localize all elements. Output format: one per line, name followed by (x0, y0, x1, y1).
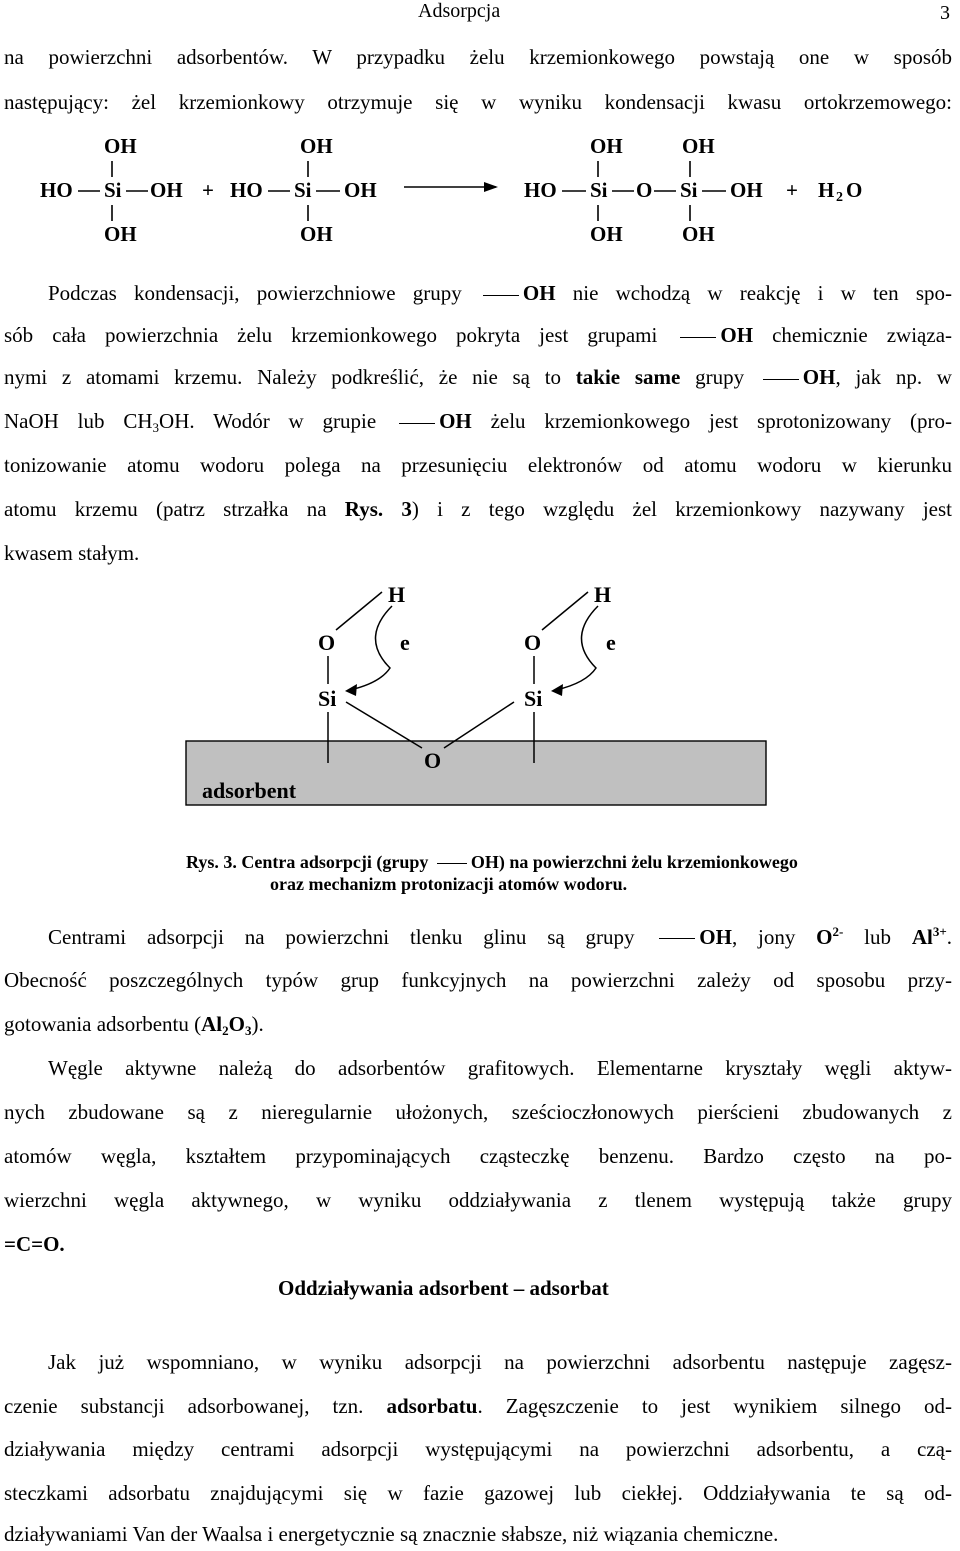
running-header: Adsorpcja (418, 0, 501, 22)
paragraph-line: sób cała powierzchnia żelu krzemionkowego pokryta jest grupami OH chemicznie związa- (4, 323, 953, 347)
oh-label: OH (590, 222, 623, 246)
paragraph-line: Obecność poszczególnych typów grup funkcyjnych na powierzchni zależy od sposobu przy- (4, 968, 952, 992)
paragraph-line: kwasem stałym. (4, 541, 140, 565)
paragraph-line: Węgle aktywne należą do adsorbentów grafitowych. Elementarne kryształy węgli aktyw- (48, 1056, 952, 1080)
paragraph-line: na powierzchni adsorbentów. W przypadku żelu krzemionkowego powstają one w sposób (4, 45, 952, 69)
oh-label: OH (682, 222, 715, 246)
o-label: O (524, 630, 542, 655)
paragraph-line: =C=O. (4, 1232, 65, 1256)
paragraph-line: atomu krzemu (patrz strzałka na Rys. 3) i z tego względu żel krzemionkowy nazywany jest (4, 497, 952, 521)
paragraph-line: wierzchni węgla aktywnego, w wyniku oddziaływania z tlenem występują także grupy (4, 1188, 952, 1212)
si-label: Si (680, 178, 698, 202)
oh-label: OH (104, 222, 137, 246)
reaction-arrow-head (484, 182, 498, 192)
paragraph-line: Centrami adsorpcji na powierzchni tlenku glinu są grupy OH, jony $O^{2-}$ lub $Al^{3+}$. (48, 924, 952, 949)
figure-caption: oraz mechanizm protonizacji atomów wodoru. (270, 874, 628, 894)
oh-label: OH (682, 134, 715, 158)
oh-label: OH (300, 222, 333, 246)
o-label: O (318, 630, 336, 655)
section-heading: Oddziaływania adsorbent – adsorbat (278, 1276, 609, 1300)
oh-label: OH (150, 178, 183, 202)
h-label: H (388, 582, 406, 607)
paragraph-line: działywaniami Van der Waalsa i energetycznie są znacznie słabsze, niż wiązania chemiczne. (4, 1522, 779, 1546)
oh-label: OH (590, 134, 623, 158)
paragraph-line: atomów węgla, kształtem przypominających cząsteczkę benzenu. Bardzo często na po- (4, 1144, 952, 1168)
oh-label: OH (300, 134, 333, 158)
paragraph-line: działywania między centrami adsorpcji występującymi na powierzchni adsorbentu, a czą- (4, 1437, 952, 1461)
condensation-reaction-scheme (0, 125, 960, 255)
ho-label: HO (230, 178, 263, 202)
adsorption-centers-figure (0, 578, 960, 828)
si-label: Si (318, 686, 337, 711)
paragraph-line: następujący: żel krzemionkowy otrzymuje się w wyniku kondensacji kwasu ortokrzemowego: (4, 90, 952, 114)
ho-label: HO (40, 178, 73, 202)
paragraph-line: nymi z atomami krzemu. Należy podkreślić, że nie są to takie same grupy OH, jak np. w (4, 365, 952, 389)
figure-caption: Rys. 3. Centra adsorpcji (grupy OH) na powierzchni żelu krzemionkowego (186, 852, 798, 872)
arrow-head (345, 684, 357, 696)
page-number: 3 (940, 2, 950, 24)
ho-label: HO (524, 178, 557, 202)
paragraph-line: steczkami adsorbatu znajdującymi się w fazie gazowej lub ciekłej. Oddziaływania te są od- (4, 1481, 952, 1505)
si-label: Si (104, 178, 122, 202)
water-h: H (818, 178, 835, 202)
si-label: Si (590, 178, 608, 202)
paragraph-line: Jak już wspomniano, w wyniku adsorpcji na powierzchni adsorbentu następuje zagęsz- (48, 1350, 952, 1374)
plus-sign: + (786, 178, 798, 202)
e-label: e (400, 630, 410, 655)
paragraph-line: Podczas kondensacji, powierzchniowe grupy OH nie wchodzą w reakcję i w ten spo- (48, 281, 952, 305)
si-label: Si (294, 178, 312, 202)
plus-sign: + (202, 178, 214, 202)
e-label: e (606, 630, 616, 655)
adsorbent-label: adsorbent (202, 778, 297, 803)
h-label: H (594, 582, 612, 607)
water-subscript: 2 (836, 190, 843, 205)
paragraph-line: gotowania adsorbentu $(Al_2O_3)$. (4, 1012, 264, 1038)
paragraph-line: czenie substancji adsorbowanej, tzn. adsorbatu. Zagęszczenie to jest wynikiem silnego od- (4, 1394, 952, 1418)
oh-label: OH (344, 178, 377, 202)
paragraph-line: nych zbudowane są z nieregularnie ułożonych, sześcioczłonowych pierścieni zbudowanych z (4, 1100, 952, 1124)
oh-label: OH (104, 134, 137, 158)
arrow-head (551, 684, 563, 696)
paragraph-line: tonizowanie atomu wodoru polega na przesunięciu elektronów od atomu wodoru w kierunku (4, 453, 952, 477)
water-o: O (846, 178, 863, 202)
bridge-o-label: O (424, 748, 442, 773)
paragraph-line: NaOH lub $CH_3OH$. Wodór w grupie OH żelu krzemionkowego jest sprotonizowany (pro- (4, 409, 952, 435)
si-label: Si (524, 686, 543, 711)
bridge-o-label: O (636, 178, 653, 202)
oh-label: OH (730, 178, 763, 202)
